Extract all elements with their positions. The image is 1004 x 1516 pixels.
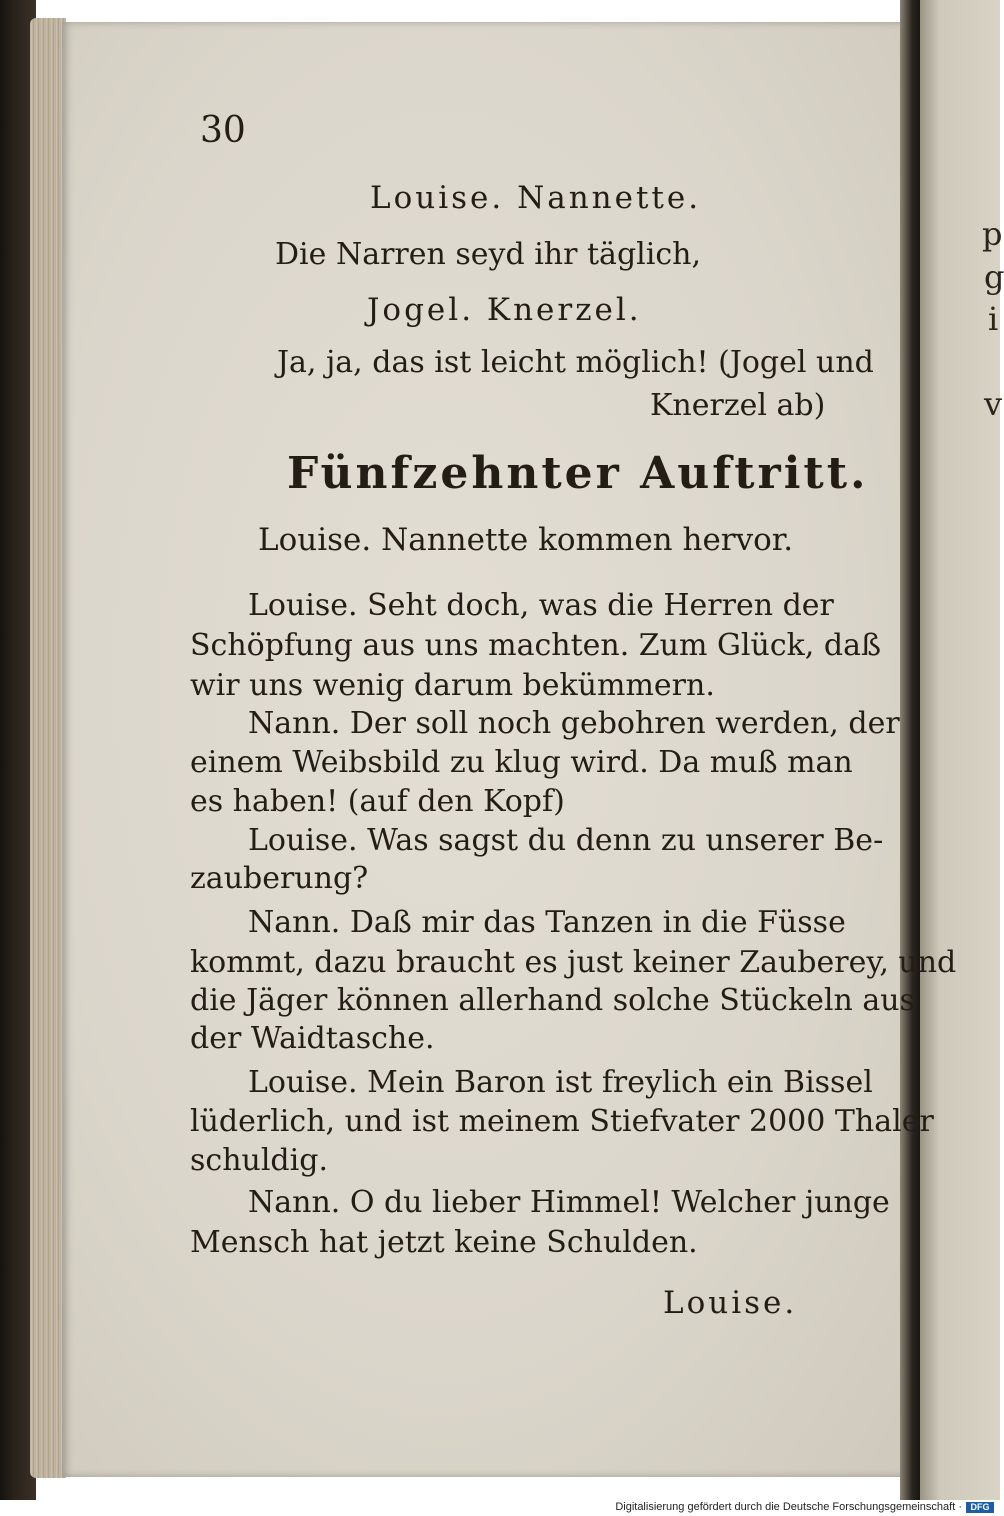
paragraph-line: Nann. O du lieber Himmel! Welcher junge <box>248 1185 890 1220</box>
paragraph-line: Mensch hat jetzt keine Schulden. <box>190 1225 698 1260</box>
facing-page-char: g <box>984 258 1004 296</box>
facing-page-char: v <box>984 385 1003 423</box>
paragraph-line: zauberung? <box>190 861 369 896</box>
dfg-logo: DFG <box>966 1502 994 1513</box>
paragraph-line: wir uns wenig darum bekümmern. <box>190 668 715 703</box>
paragraph-line: Louise. Was sagst du denn zu unserer Be- <box>248 823 884 858</box>
page-number: 30 <box>200 110 246 151</box>
page-stack-edge <box>30 18 66 1478</box>
scene-subheading: Louise. Nannette kommen hervor. <box>258 522 794 558</box>
speaker-line: Louise. Nannette. <box>370 180 702 216</box>
paragraph-line: Louise. Mein Baron ist freylich ein Bissel <box>248 1065 873 1100</box>
footer-credit: Digitalisierung gefördert durch die Deutsche Forschungsgemeinschaft · <box>615 1501 962 1513</box>
catchword: Louise. <box>663 1285 798 1321</box>
scene-heading: Fünfzehnter Auftritt. <box>287 448 869 499</box>
paragraph-line: Schöpfung aus uns machten. Zum Glück, daß <box>190 628 882 663</box>
paragraph-line: Louise. Seht doch, was die Herren der <box>248 588 834 623</box>
facing-page-char: i <box>988 300 999 338</box>
facing-page-char: p <box>982 215 1003 253</box>
paragraph-line: die Jäger können allerhand solche Stückeln aus <box>190 983 915 1018</box>
stage-direction: Knerzel ab) <box>650 388 826 423</box>
paragraph-line: einem Weibsbild zu klug wird. Da muß man <box>190 745 853 780</box>
facing-page <box>920 0 1004 1500</box>
paragraph-line: schuldig. <box>190 1143 328 1178</box>
paragraph-line: es haben! (auf den Kopf) <box>190 784 565 819</box>
paragraph-line: lüderlich, und ist meinem Stiefvater 2000 Thaler <box>190 1104 934 1139</box>
verse-line: Die Narren seyd ihr täglich, <box>275 237 701 272</box>
paragraph-line: kommt, dazu braucht es just keiner Zauberey, und <box>190 945 957 980</box>
paragraph-line: Nann. Daß mir das Tanzen in die Füsse <box>248 905 846 940</box>
speaker-line: Jogel. Knerzel. <box>367 292 642 328</box>
book-gutter <box>900 0 922 1500</box>
paragraph-line: der Waidtasche. <box>190 1021 435 1056</box>
paragraph-line: Nann. Der soll noch gebohren werden, der <box>248 706 900 741</box>
verse-line: Ja, ja, das ist leicht möglich! (Jogel und <box>277 345 874 380</box>
